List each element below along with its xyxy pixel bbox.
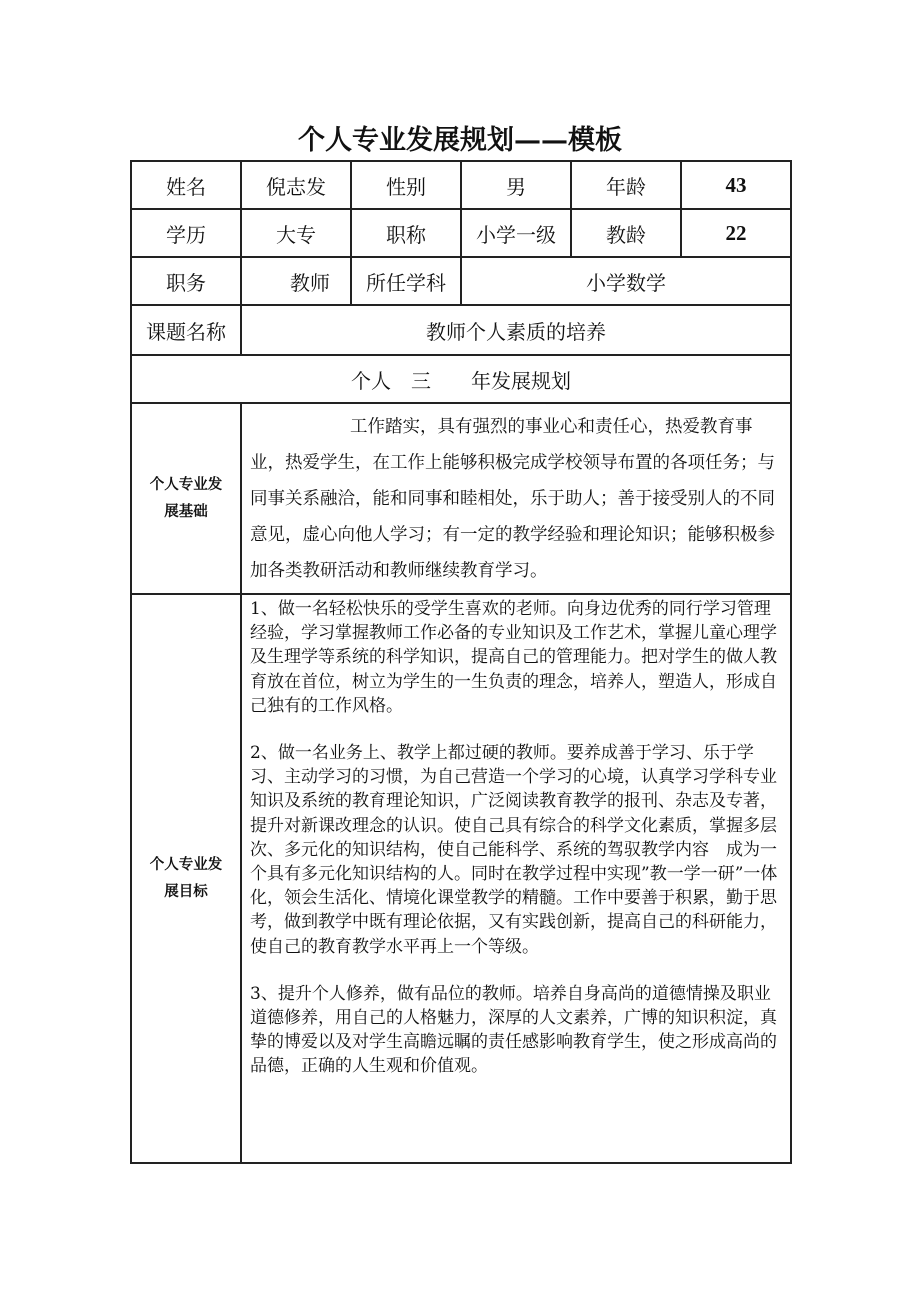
- goal-item-2: 2、做一名业务上、教学上都过硬的教师。要养成善于学习、乐于学习、主动学习的习惯，为自己营造一个学习的心境，认真学习学科专业知识及系统的教育理论知识，广泛阅读教育教学的报刊、杂志及专著，提升对新课改理念的认识。使自己具有综合的科学文化素质，掌握多层次、多元化的知识结构，使自己能科学、系统的驾驭教学内容 成为一个具有多元化知识结构的人。同时在教学过程中实现”教一学一研”一体化，领会生活化、情境化课堂教学的精髓。工作中要善于积累，勤于思考，做到教学中既有理论依据，又有实践创新，提高自己的科研能力，使自己的教育教学水平再上一个等级。: [250, 743, 778, 957]
- topic-row: [131, 305, 791, 355]
- foundation-text-cell: [241, 403, 791, 594]
- name-label: 姓名: [131, 161, 241, 209]
- goals-label-line1: 个人专业发: [149, 856, 223, 873]
- goals-label-line2: 展目标: [164, 883, 208, 900]
- goal-item-3: 3、提升个人修养，做有品位的教师。培养自身高尚的道德情操及职业道德修养，用自己的人格魅力，深厚的人文素养，广博的知识积淀，真挚的博爱以及对学生高瞻远瞩的责任感影响教育学生，使之形成高尚的品德，正确的人生观和价值观。: [250, 983, 777, 1077]
- topic-label: 课题名称: [131, 305, 241, 355]
- goals-label: [131, 594, 241, 1163]
- info-row-3: [131, 257, 791, 305]
- info-row-2: [131, 209, 791, 257]
- plan-heading-row: [131, 355, 791, 403]
- foundation-text: 工作踏实，具有强烈的事业心和责任心，热爱教育事业，热爱学生，在工作上能够积极完成学校领导布置的各项任务；与同事关系融洽，能和同事和睦相处，乐于助人；善于接受别人的不同意见，虚心向他人学习；有一定的教学经验和理论知识；能够积极参加各类教研活动和教师继续教育学习。: [250, 416, 775, 581]
- position-label: 职务: [131, 257, 241, 305]
- rank-value: 小学一级: [461, 209, 571, 257]
- foundation-label: [131, 403, 241, 594]
- teaching-years-label: 教龄: [571, 209, 681, 257]
- education-label: 学历: [131, 209, 241, 257]
- goal-item-1: 1、做一名轻松快乐的受学生喜欢的老师。向身边优秀的同行学习管理经验，学习掌握教师工作必备的专业知识及工作艺术，掌握儿童心理学及生理学等系统的科学知识，提高自己的管理能力。把对学生的做人教育放在首位，树立为学生的一生负责的理念，培养人，塑造人，形成自己独有的工作风格。: [250, 599, 777, 716]
- gender-label: 性别: [351, 161, 461, 209]
- plan-heading: 个人 三 年发展规划: [131, 355, 791, 403]
- document-title: 个人专业发展规划——模板: [298, 125, 622, 156]
- education-value: 大专: [241, 209, 351, 257]
- subject-value: 小学数学: [461, 257, 791, 305]
- age-value: 43: [681, 161, 791, 209]
- info-row-1: [131, 161, 791, 209]
- foundation-row: [131, 403, 791, 594]
- foundation-label-line1: 个人专业发: [149, 476, 223, 493]
- foundation-label-line2: 展基础: [164, 503, 208, 520]
- teaching-years-value: 22: [681, 209, 791, 257]
- gender-value: 男: [461, 161, 571, 209]
- name-value: 倪志发: [241, 161, 351, 209]
- development-plan-table: [130, 160, 792, 1164]
- subject-label: 所任学科: [351, 257, 461, 305]
- position-value: 教师: [241, 257, 351, 305]
- rank-label: 职称: [351, 209, 461, 257]
- age-label: 年龄: [571, 161, 681, 209]
- goals-row: [131, 594, 791, 1163]
- goals-text-cell: [241, 594, 791, 1163]
- topic-value: 教师个人素质的培养: [241, 305, 791, 355]
